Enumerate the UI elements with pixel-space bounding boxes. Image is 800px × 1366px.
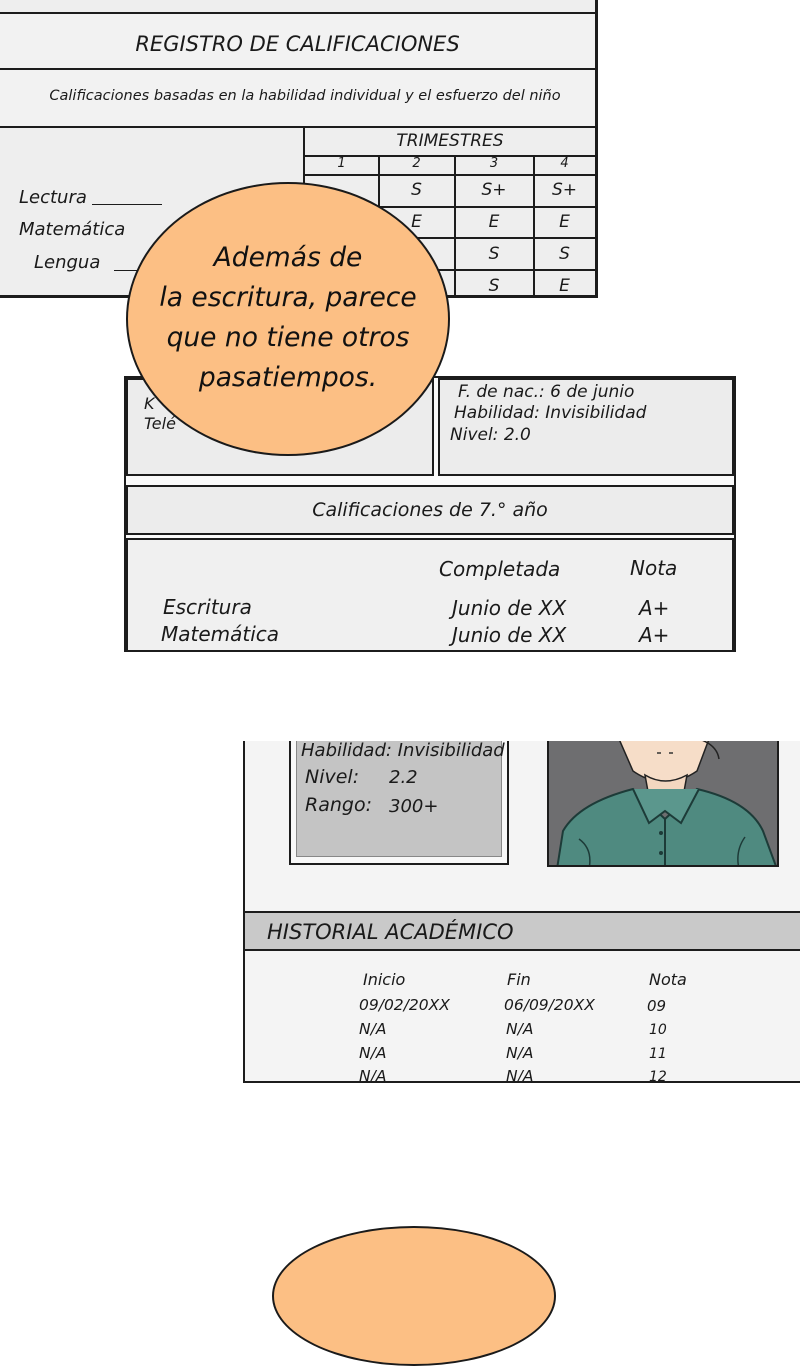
student-photo xyxy=(547,741,779,867)
birth-date: F. de nac.: 6 de junio xyxy=(458,382,635,402)
ability: Habilidad: Invisibilidad xyxy=(454,403,647,423)
end-date: N/A xyxy=(506,1020,534,1038)
grade-cell: S xyxy=(411,180,422,200)
term-1: 1 xyxy=(337,156,346,171)
grade: 11 xyxy=(649,1046,667,1062)
rank-value: 300+ xyxy=(389,796,439,817)
speech-line: pasatiempos. xyxy=(198,362,378,393)
grade: A+ xyxy=(639,623,670,647)
term-4: 4 xyxy=(560,156,569,171)
end-date: N/A xyxy=(506,1044,534,1062)
report-card-subtitle-row xyxy=(0,70,595,128)
report-card-subtitle: Calificaciones basadas en la habilidad individual y el esfuerzo del niño xyxy=(49,88,561,104)
col-grade: Nota xyxy=(630,556,678,580)
grade: A+ xyxy=(639,596,670,620)
speech-bubble xyxy=(126,182,450,456)
contact-line: Telé xyxy=(144,414,176,433)
speech-line: Además de xyxy=(213,242,363,273)
grade-cell: E xyxy=(488,212,500,232)
section-title: Calificaciones de 7.° año xyxy=(312,499,548,521)
level-value: 2.2 xyxy=(389,767,418,788)
grade-cell: S xyxy=(488,244,500,264)
grade-cell: E xyxy=(559,276,570,296)
end-date: N/A xyxy=(506,1067,534,1083)
col-completed: Completada xyxy=(439,557,561,581)
start-date: N/A xyxy=(359,1020,387,1038)
history-title: HISTORIAL ACADÉMICO xyxy=(267,920,514,944)
ability: Habilidad: Invisibilidad xyxy=(301,741,505,761)
subject: Escritura xyxy=(163,595,252,619)
student-file-panel xyxy=(243,741,800,1083)
completed-date: Junio de XX xyxy=(452,623,567,647)
speech-line: la escritura, parece xyxy=(159,282,417,313)
start-date: 09/02/20XX xyxy=(359,996,450,1014)
section-title-bar xyxy=(126,485,734,535)
grade-cell: S xyxy=(559,244,570,264)
stats-box xyxy=(296,741,505,857)
speech-line: que no tiene otros xyxy=(166,322,410,353)
subject-label: Lengua xyxy=(34,252,101,273)
divider xyxy=(245,949,800,951)
level: Nivel: 2.0 xyxy=(450,425,531,445)
grade-cell: S+ xyxy=(551,180,578,200)
report-card-title-row xyxy=(0,14,595,70)
grade: 10 xyxy=(649,1022,667,1038)
underline xyxy=(92,204,162,205)
col-start: Inicio xyxy=(363,970,406,989)
completed-date: Junio de XX xyxy=(452,596,567,620)
grade: 09 xyxy=(647,997,667,1015)
grade-cell: S+ xyxy=(481,180,507,200)
report-card-title: REGISTRO DE CALIFICACIONES xyxy=(135,32,460,56)
grade-cell: E xyxy=(411,212,422,232)
student-portrait-image xyxy=(549,741,779,867)
term-3: 3 xyxy=(489,156,499,171)
grid-line xyxy=(303,174,595,176)
grade: 12 xyxy=(649,1069,667,1083)
end-date: 06/09/20XX xyxy=(504,996,595,1014)
subject-label: Matemática xyxy=(19,219,126,240)
info-box xyxy=(438,378,734,476)
terms-header: TRIMESTRES xyxy=(396,131,504,151)
grade-cell: E xyxy=(559,212,570,232)
speech-bubble-text xyxy=(128,238,448,398)
level-label: Nivel: xyxy=(305,766,360,788)
col-grade: Nota xyxy=(649,970,687,989)
speech-bubble-partial xyxy=(272,1226,556,1366)
contact-line: K xyxy=(144,394,155,413)
rank-label: Rango: xyxy=(305,794,372,816)
stats-frame xyxy=(289,741,509,865)
subject-label: Lectura xyxy=(19,187,87,208)
grade-cell: S xyxy=(488,276,500,296)
history-title-bar xyxy=(245,913,800,949)
start-date: N/A xyxy=(359,1067,387,1083)
start-date: N/A xyxy=(359,1044,387,1062)
grades-table xyxy=(126,538,734,652)
term-2: 2 xyxy=(412,156,421,171)
col-end: Fin xyxy=(507,970,531,989)
subject: Matemática xyxy=(161,622,280,646)
